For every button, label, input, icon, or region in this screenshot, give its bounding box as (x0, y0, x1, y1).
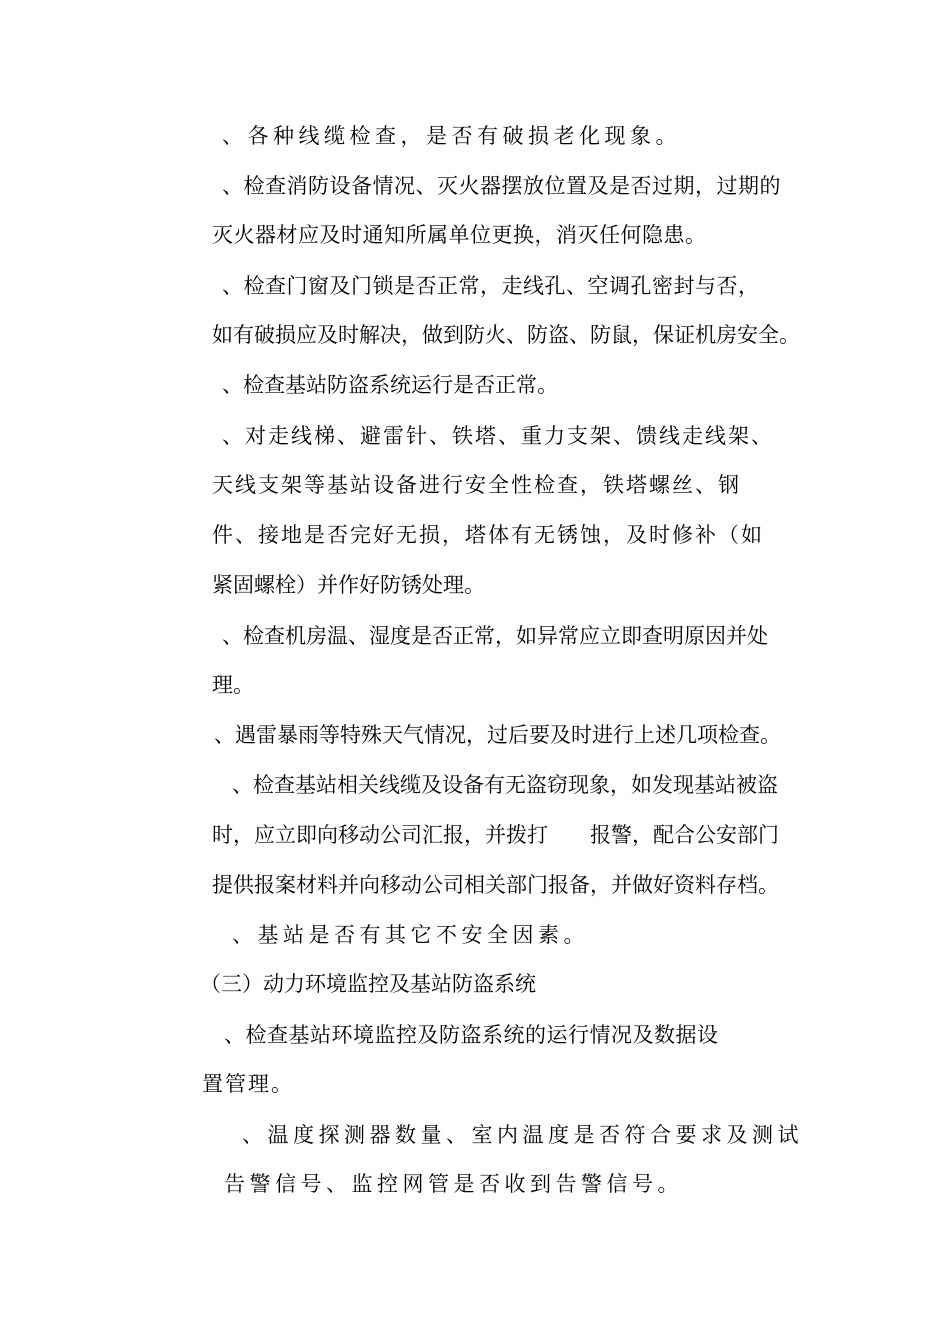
text-line: 、检查基站相关线缆及设备有无盗窃现象，如发现基站被盗 (232, 773, 778, 797)
text-line: 时，应立即向移动公司汇报，并拨打 报警，配合公安部门 (212, 823, 779, 847)
text-line: 、检查基站环境监控及防盗系统的运行情况及数据设 (224, 1023, 719, 1047)
text-line: 紧固螺栓）并作好防锈处理。 (212, 573, 485, 597)
text-line: 、基站是否有其它不安全因素。 (232, 923, 589, 947)
text-line: 天线支架等基站设备进行安全性检查，铁塔螺丝、钢 (212, 473, 741, 497)
text-line: 如有破损应及时解决，做到防火、防盗、防鼠，保证机房安全。 (212, 323, 800, 347)
text-line: 、检查门窗及门锁是否正常，走线孔、空调孔密封与否， (222, 274, 760, 298)
text-line: 、检查消防设备情况、灭火器摆放位置及是否过期，过期的 (222, 174, 781, 198)
text-line: 、检查机房温、湿度是否正常，如异常应立即查明原因并处 (222, 624, 768, 648)
text-line: 告警信号、监控网管是否收到告警信号。 (224, 1172, 683, 1196)
text-line: 件、接地是否完好无损，塔体有无锈蚀，及时修补（如 (212, 523, 764, 547)
text-line: 、温度探测器数量、室内温度是否符合要求及测试 (242, 1123, 803, 1147)
text-line: 、各种线缆检查，是否有破损老化现象。 (222, 124, 681, 148)
text-line: 、对走线梯、避雷针、铁塔、重力支架、馈线走线架、 (222, 424, 774, 448)
section-heading: （三）动力环境监控及基站防盗系统 (200, 972, 536, 996)
text-line: 灭火器材应及时通知所属单位更换，消灭任何隐患。 (212, 223, 707, 247)
text-line: 、遇雷暴雨等特殊天气情况，过后要及时进行上述几项检查。 (214, 723, 781, 747)
text-line: 理。 (212, 673, 254, 697)
text-line: 、检查基站防盗系统运行是否正常。 (222, 373, 558, 397)
text-line: 置管理。 (202, 1072, 294, 1096)
text-line: 提供报案材料并向移动公司相关部门报备，并做好资料存档。 (212, 873, 779, 897)
